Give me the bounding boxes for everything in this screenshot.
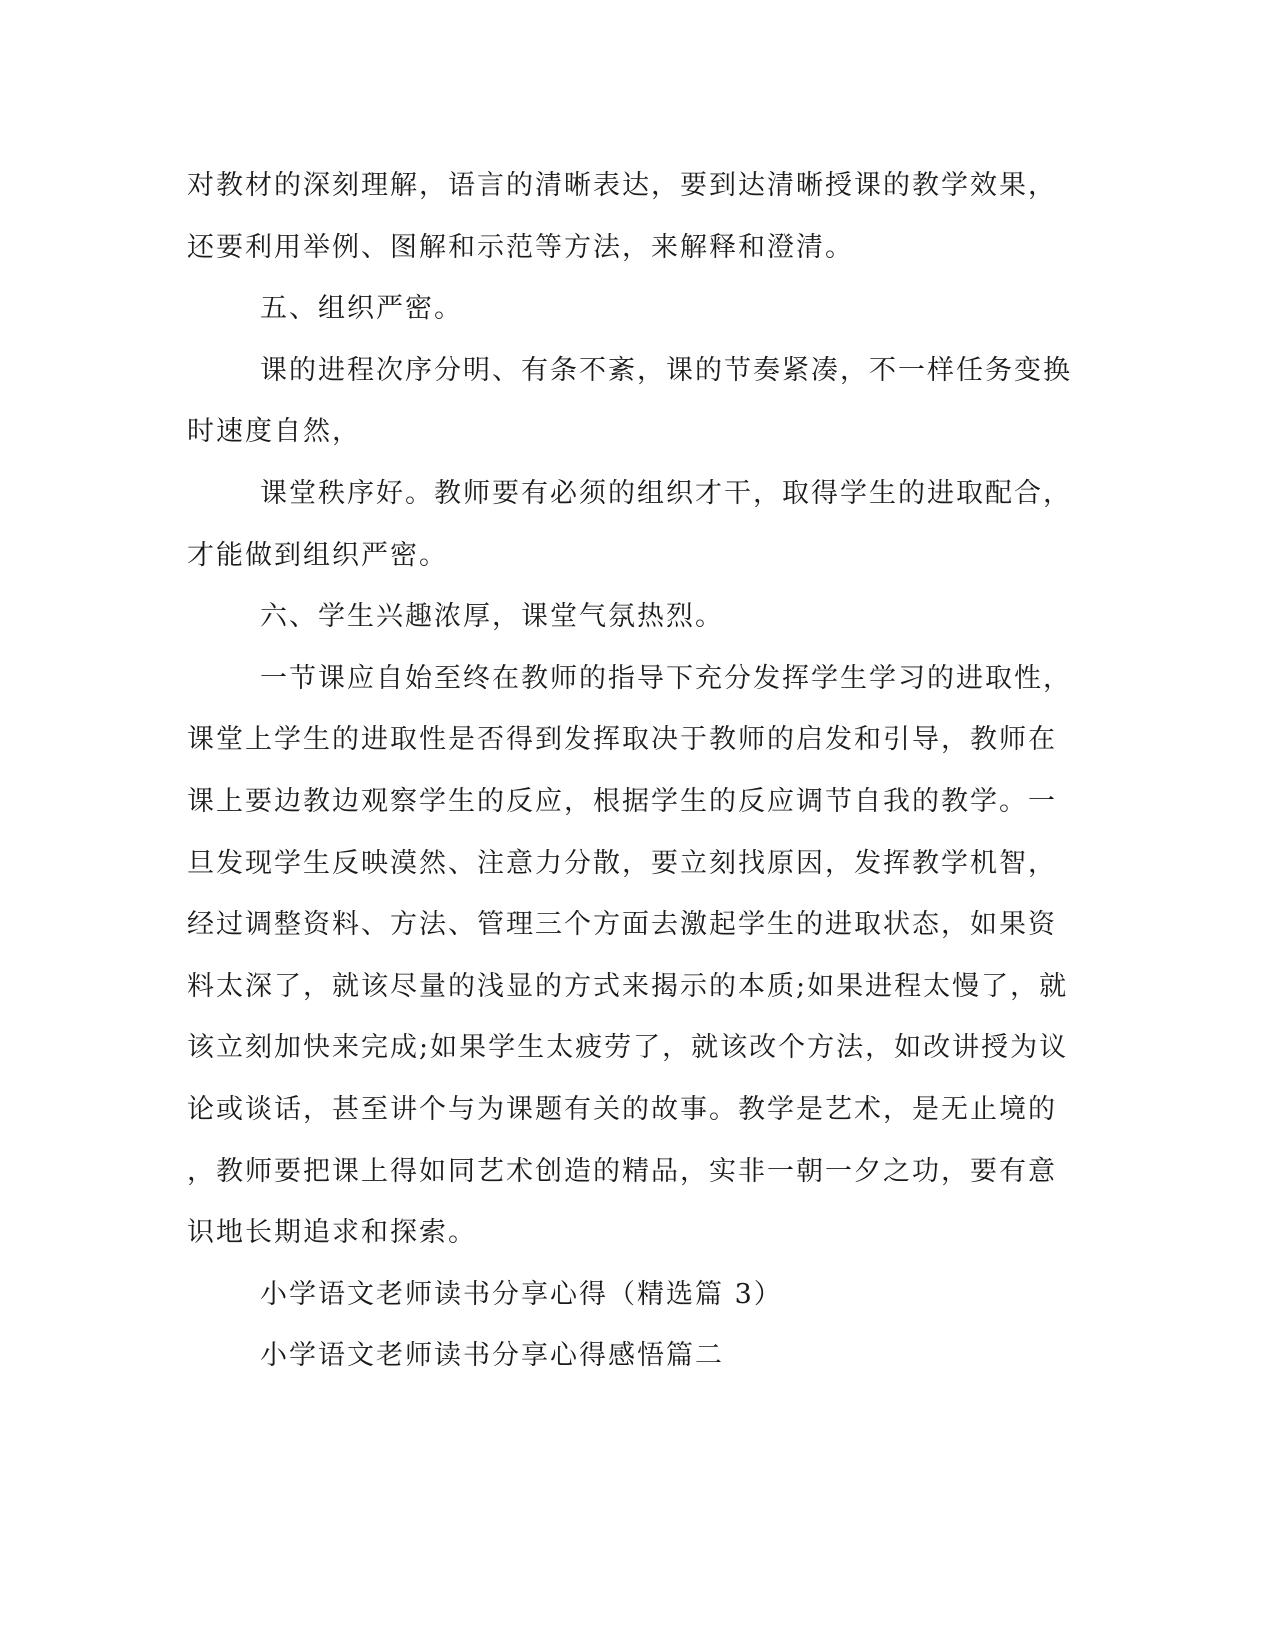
text-line: 课堂上学生的进取性是否得到发挥取决于教师的启发和引导，教师在	[187, 724, 1057, 756]
section-heading: 六、学生兴趣浓厚，课堂气氛热烈。	[260, 601, 724, 633]
text-line: 经过调整资料、方法、管理三个方面去激起学生的进取状态，如果资	[187, 909, 1057, 941]
text-line: 时速度自然，	[187, 416, 361, 448]
text-line: 该立刻加快来完成;如果学生太疲劳了，就该改个方法，如改讲授为议	[187, 1032, 1069, 1064]
section-heading: 五、组织严密。	[260, 293, 463, 325]
article-title: 小学语文老师读书分享心得（精选篇 3）	[260, 1278, 783, 1310]
text-line: 一节课应自始至终在教师的指导下充分发挥学生学习的进取性，	[260, 662, 1072, 694]
text-line: 才能做到组织严密。	[187, 539, 448, 571]
text-line: 课上要边教边观察学生的反应，根据学生的反应调节自我的教学。一	[187, 785, 1057, 817]
text-line: 还要利用举例、图解和示范等方法，来解释和澄清。	[187, 231, 854, 263]
text-line: 识地长期追求和探索。	[187, 1217, 477, 1249]
article-subtitle: 小学语文老师读书分享心得感悟篇二	[260, 1340, 724, 1372]
text-line: 课堂秩序好。教师要有必须的组织才干，取得学生的进取配合，	[260, 477, 1072, 509]
text-line: 论或谈话，甚至讲个与为课题有关的故事。教学是艺术，是无止境的	[187, 1093, 1057, 1125]
document-body	[187, 166, 1072, 1398]
text-line: 料太深了，就该尽量的浅显的方式来揭示的本质;如果进程太慢了，就	[187, 970, 1069, 1002]
text-line: 旦发现学生反映漠然、注意力分散，要立刻找原因，发挥教学机智，	[187, 847, 1057, 879]
text-line: 课的进程次序分明、有条不紊，课的节奏紧凑，不一样任务变换	[260, 354, 1072, 386]
text-line: ，教师要把课上得如同艺术创造的精品，实非一朝一夕之功，要有意	[187, 1155, 1057, 1187]
text-line: 对教材的深刻理解，语言的清晰表达，要到达清晰授课的教学效果，	[187, 170, 1057, 201]
